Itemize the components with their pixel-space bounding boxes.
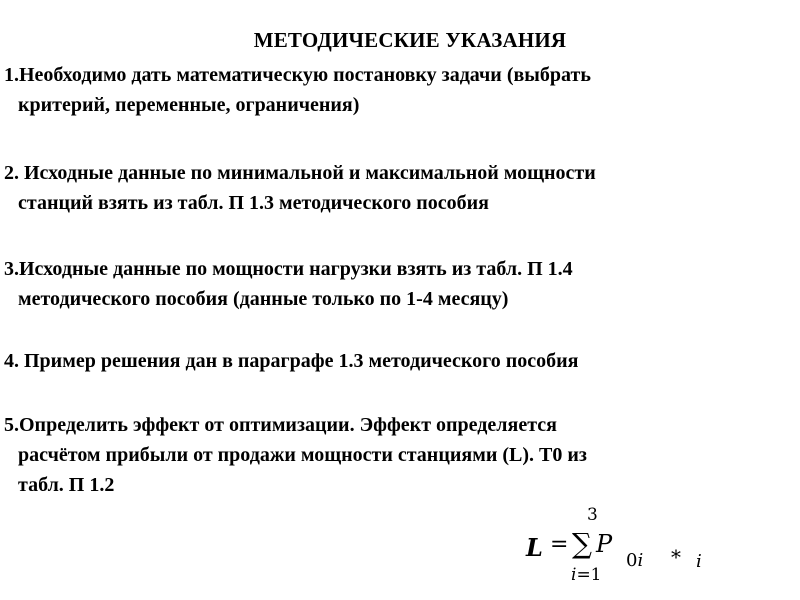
slide-title: МЕТОДИЧЕСКИЕ УКАЗАНИЯ [253,28,567,52]
formula-operator: * [671,545,681,569]
profit-formula [520,505,760,595]
formula-sub-i: i [637,550,644,571]
formula-lower-eq: =1 [576,565,602,585]
instruction-item-2 [4,158,800,218]
instruction-2-line-1: 2. Исходные данные по минимальной и максимальной мощности [4,162,596,184]
formula-lhs: L [526,533,543,562]
instruction-item-4 [4,346,800,376]
formula-upper-limit: 3 [587,505,598,525]
instruction-1-line-1: 1.Необходимо дать математическую постановку задачи (выбрать [4,64,591,86]
formula-factor: i [696,551,702,572]
instruction-2-line-2: станций взять из табл. П 1.3 методического пособия [18,192,489,214]
formula-equals: = [550,532,569,557]
instruction-5-line-2: расчётом прибыли от продажи мощности станциями (L). Т0 из [18,444,587,466]
formula-sub-zero: 0 [626,550,638,571]
instruction-5-line-3: табл. П 1.2 [18,474,115,496]
formula-lower-limit [571,565,602,585]
instruction-5-line-1: 5.Определить эффект от оптимизации. Эффект определяется [4,414,557,436]
instruction-item-1 [4,60,800,120]
instruction-3-line-1: 3.Исходные данные по мощности нагрузки взять из табл. П 1.4 [4,258,573,280]
instruction-3-line-2: методического пособия (данные только по 1-4 месяцу) [18,288,509,310]
instruction-1-line-2: критерий, переменные, ограничения) [18,94,360,116]
formula-lower-var: i [571,565,577,585]
instruction-4-line-1: 4. Пример решения дан в параграфе 1.3 методического пособия [4,350,579,372]
formula-sum-symbol: ∑ [572,527,592,560]
instruction-item-3 [4,254,800,314]
formula-subscript [626,550,643,571]
formula-term: P [596,530,613,558]
instruction-item-5 [4,410,800,500]
